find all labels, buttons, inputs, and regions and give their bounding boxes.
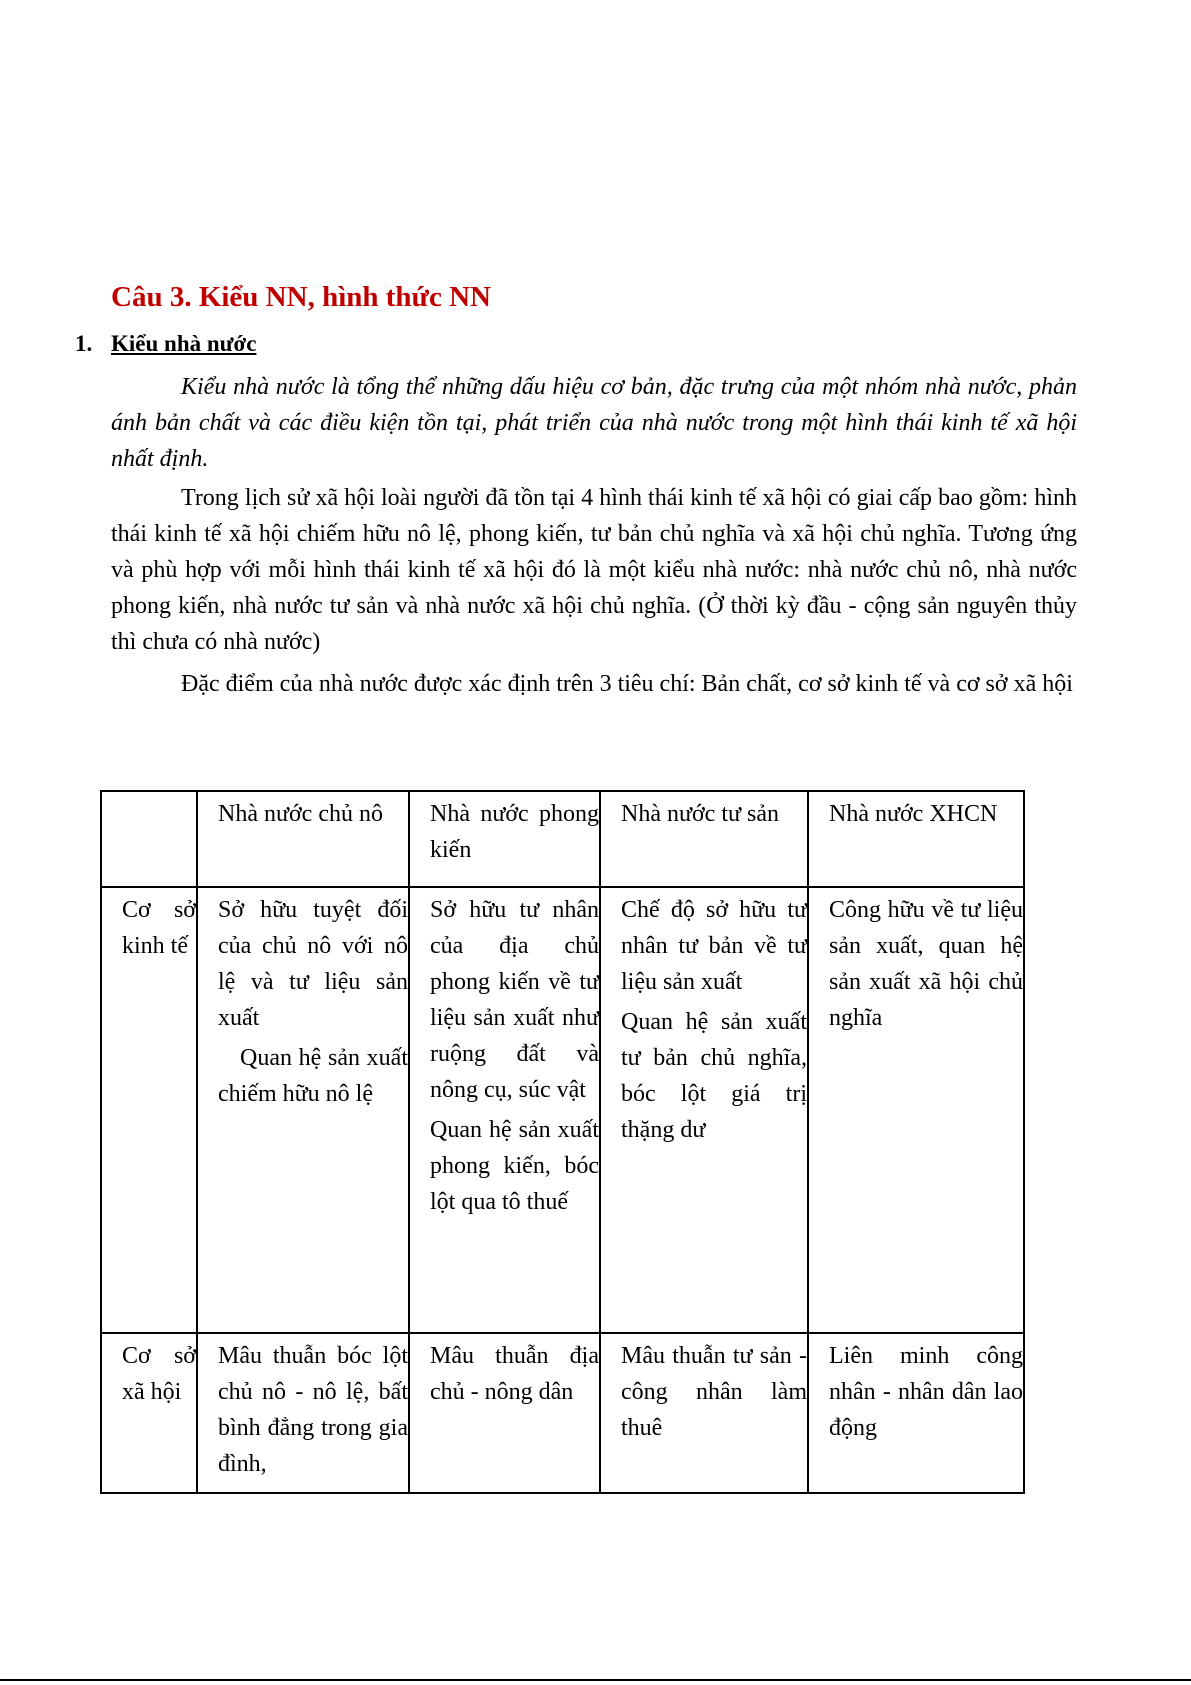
cell-text: Sở hữu tuyệt đối của chủ nô với nô lệ và tư liệu sản xuất (218, 897, 408, 1031)
criteria-paragraph: Đặc điểm của nhà nước được xác định trên 3 tiêu chí: Bản chất, cơ sở kinh tế và cơ sở xã hội (181, 671, 1073, 697)
header-cell-slave-state: Nhà nước chủ nô (197, 791, 409, 887)
cell-social-bourgeois: Mâu thuẫn tư sản - công nhân làm thuê (600, 1333, 808, 1493)
cell-text: Quan hệ sản xuất chiếm hữu nô lệ (218, 1045, 408, 1107)
cell-social-slave: Mâu thuẫn bóc lột chủ nô - nô lệ, bất bình đẳng trong gia đình, (197, 1333, 409, 1493)
cell-economic-socialist (808, 887, 1024, 1333)
cell-social-feudal: Mâu thuẫn địa chủ - nông dân (409, 1333, 600, 1493)
section-title (75, 331, 256, 357)
table-row-social-base (101, 1333, 1024, 1493)
page-heading: Câu 3. Kiểu NN, hình thức NN (111, 281, 491, 313)
cell-text: Công hữu về tư liệu sản xuất, quan hệ sản xuất xã hội chủ nghĩa (829, 897, 1023, 1031)
cell-economic-bourgeois (600, 887, 808, 1333)
cell-economic-feudal (409, 887, 600, 1333)
cell-text: Chế độ sở hữu tư nhân tư bản về tư liệu sản xuất (621, 897, 807, 995)
row-label-social-base: Cơ sở xã hội (101, 1333, 197, 1493)
cell-economic-slave (197, 887, 409, 1333)
section-title-text: Kiểu nhà nước (111, 331, 257, 356)
section-number: 1. (75, 331, 93, 356)
state-type-table (100, 790, 1025, 1494)
header-cell-feudal-state: Nhà nước phong kiến (409, 791, 600, 887)
definition-paragraph: Kiểu nhà nước là tổng thể những dấu hiệu cơ bản, đặc trưng của một nhóm nhà nước, phản ánh bản chất và các điều kiện tồn tại, phát triển của nhà nước trong một hình thái kinh tế xã hội nhất định. (111, 374, 1077, 472)
footer-rule (0, 1679, 1191, 1681)
header-cell-socialist-state: Nhà nước XHCN (808, 791, 1024, 887)
cell-social-socialist: Liên minh công nhân - nhân dân lao động (808, 1333, 1024, 1493)
history-paragraph: Trong lịch sử xã hội loài người đã tồn tại 4 hình thái kinh tế xã hội có giai cấp bao gồm: hình thái kinh tế xã hội chiếm hữu nô lệ, phong kiến, tư bản chủ nghĩa và xã hội chủ nghĩa. Tương ứng và phù hợp với mỗi hình thái kinh tế xã hội đó là một kiểu nhà nước: nhà nước chủ nô, nhà nước phong kiến, nhà nước tư sản và nhà nước xã hội chủ nghĩa. (Ở thời kỳ đầu - cộng sản nguyên thủy thì chưa có nhà nước) (111, 485, 1077, 655)
cell-text: Quan hệ sản xuất phong kiến, bóc lột qua tô thuế (430, 1117, 599, 1215)
header-cell-bourgeois-state: Nhà nước tư sản (600, 791, 808, 887)
header-cell-empty (101, 791, 197, 887)
cell-text: Quan hệ sản xuất tư bản chủ nghĩa, bóc lột giá trị thặng dư (621, 1009, 807, 1143)
row-label-economic-base: Cơ sở kinh tế (101, 887, 197, 1333)
table-row-economic-base (101, 887, 1024, 1333)
table-header-row (101, 791, 1024, 887)
cell-text: Sở hữu tư nhân của địa chủ phong kiến về tư liệu sản xuất như ruộng đất và nông cụ, súc vật (430, 897, 599, 1103)
